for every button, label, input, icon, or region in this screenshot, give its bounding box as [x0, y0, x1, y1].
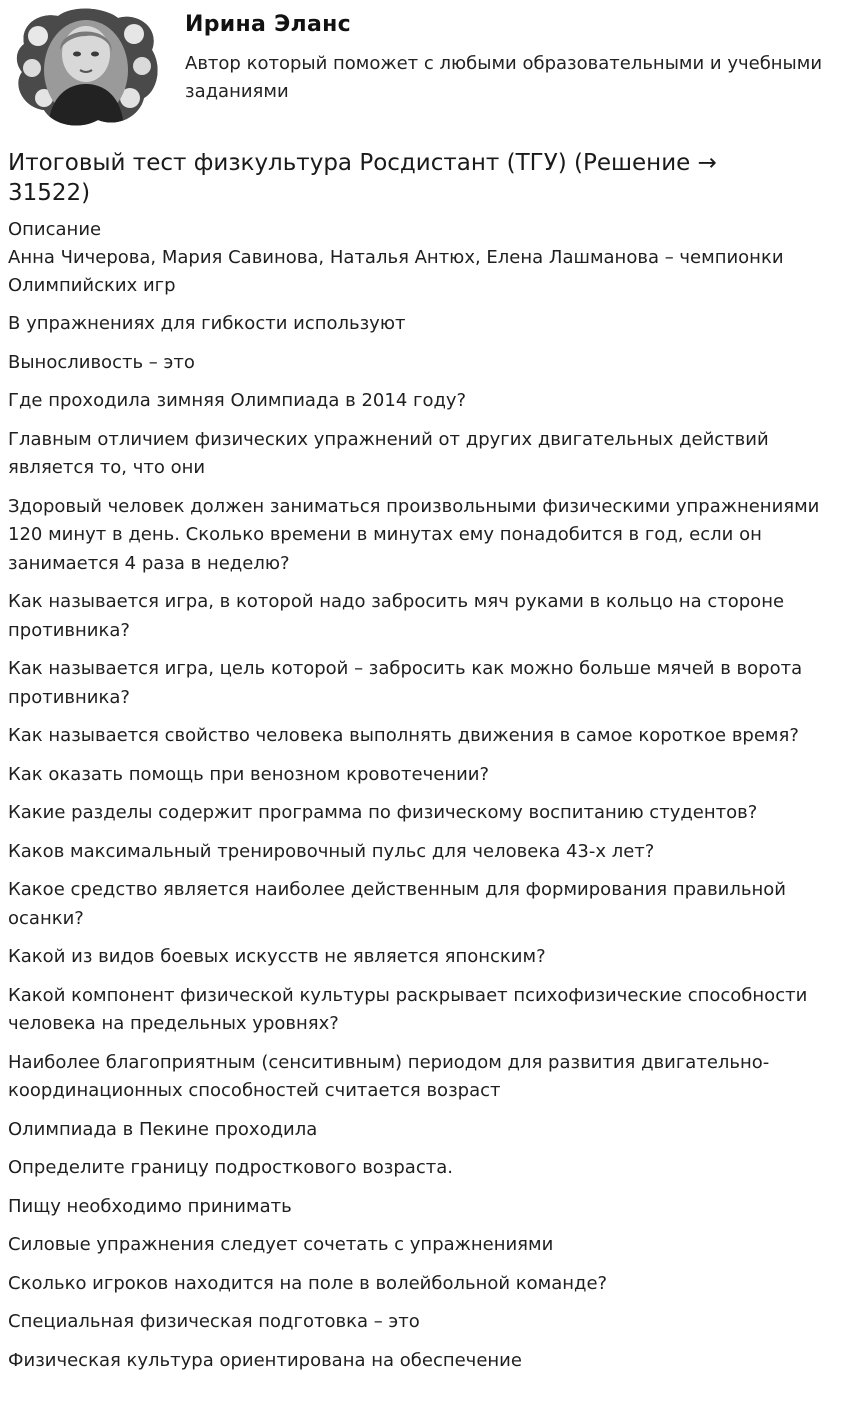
list-item: Как оказать помощь при венозном кровотечении? — [8, 763, 490, 785]
author-name[interactable]: Ирина Эланс — [185, 12, 351, 37]
list-item: Физическая культура ориентирована на обеспечение — [8, 1349, 522, 1371]
list-item: Сколько игроков находится на поле в волейбольной команде? — [8, 1272, 608, 1294]
list-item: Главным отличием физических упражнений от других двигательных действий является то, что они — [8, 428, 769, 478]
list-item: Специальная физическая подготовка – это — [8, 1311, 420, 1332]
list-item: Как называется свойство человека выполнять движения в самое короткое время? — [8, 725, 799, 746]
author-description: Автор который поможет с любыми образовательными и учебными заданиями — [185, 53, 823, 102]
list-item: Как называется игра, цель которой – забросить как можно больше мячей в ворота противника? — [8, 658, 803, 708]
list-item: Здоровый человек должен заниматься произвольными физическими упражнениями 120 минут в день. Сколько времени в минутах ему понадобится в год, если он занимается 4 раза в неделю? — [8, 495, 820, 574]
list-item: Выносливость – это — [8, 351, 195, 373]
list-item: В упражнениях для гибкости используют — [8, 313, 406, 334]
list-item: Где проходила зимняя Олимпиада в 2014 году? — [8, 390, 467, 411]
description-text: Анна Чичерова, Мария Савинова, Наталья Антюх, Елена Лашманова – чемпионки Олимпийских игр — [8, 247, 784, 296]
avatar-image — [14, 6, 160, 128]
page-title: Итоговый тест физкультура Росдистант (ТГУ) (Решение → 31522) — [8, 150, 717, 206]
list-item: Какие разделы содержит программа по физическому воспитанию студентов? — [8, 802, 758, 823]
avatar[interactable] — [14, 6, 160, 128]
list-item: Наиболее благоприятным (сенситивным) периодом для развития двигательно-координационных способностей считается возраст — [8, 1051, 770, 1101]
description-label: Описание — [8, 219, 102, 240]
list-item: Определите границу подросткового возраста. — [8, 1157, 453, 1178]
list-item: Какой из видов боевых искусств не является японским? — [8, 946, 546, 967]
questions-list — [8, 310, 839, 1375]
list-item: Каков максимальный тренировочный пульс для человека 43-х лет? — [8, 840, 655, 862]
author-card — [8, 0, 839, 132]
list-item: Как называется игра, в которой надо забросить мяч руками в кольцо на стороне противника? — [8, 591, 785, 641]
list-item: Какой компонент физической культуры раскрывает психофизические способности человека на предельных уровнях? — [8, 984, 808, 1034]
list-item: Какое средство является наиболее действенным для формирования правильной осанки? — [8, 879, 786, 929]
list-item: Силовые упражнения следует сочетать с упражнениями — [8, 1234, 554, 1255]
list-item: Пищу необходимо принимать — [8, 1195, 292, 1217]
list-item: Олимпиада в Пекине проходила — [8, 1118, 318, 1140]
